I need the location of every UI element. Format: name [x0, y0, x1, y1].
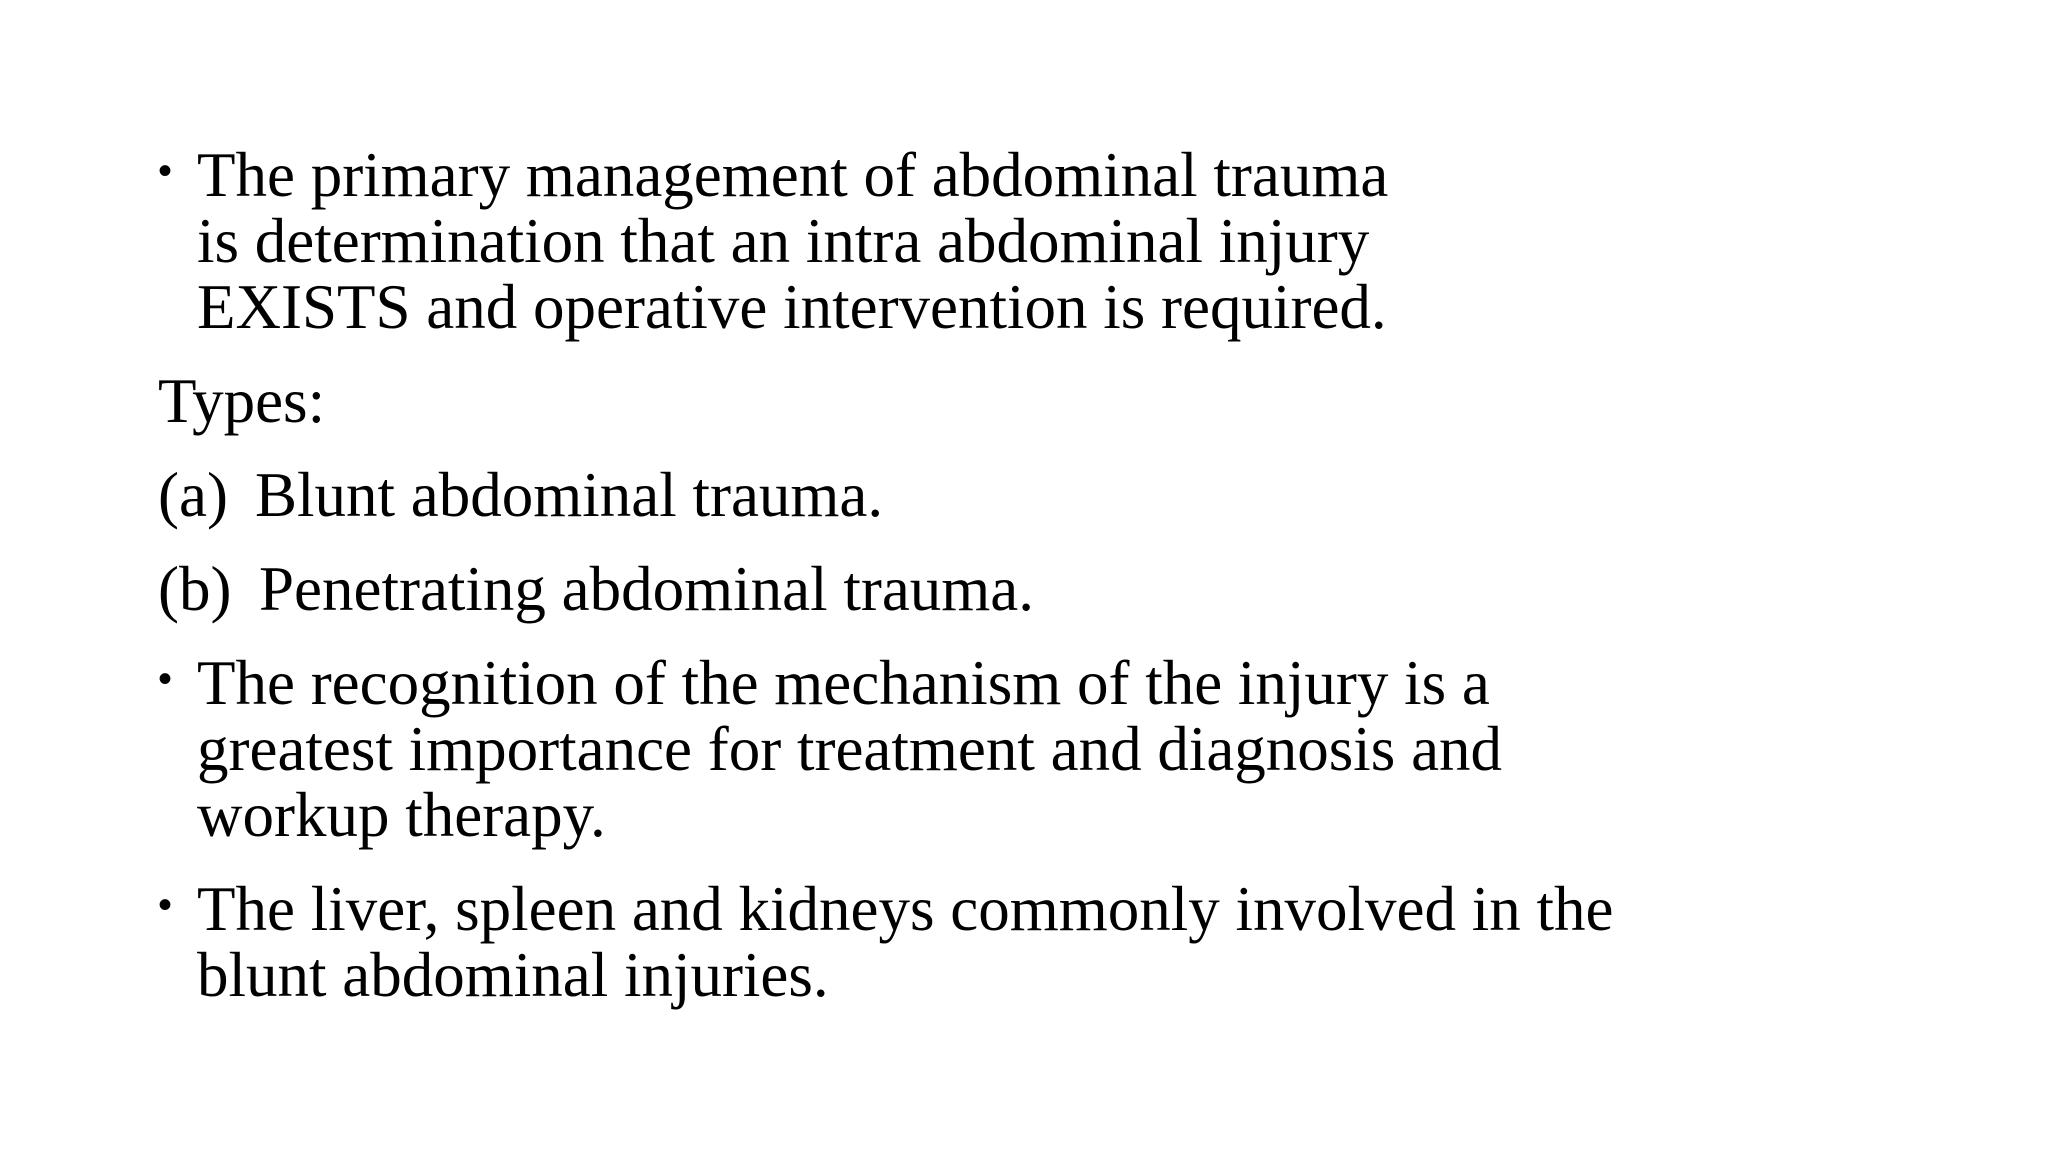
type-item-b: [158, 556, 1858, 622]
bullet-item: [158, 142, 1858, 340]
bullet-item: [158, 650, 1858, 848]
type-text: Penetrating abdominal trauma.: [259, 554, 1035, 624]
slide-body: [158, 142, 1858, 1036]
bullet-text: The recognition of the mechanism of the injury is a greatest importance for treatment and diagnosis and workup therapy.: [197, 648, 1503, 850]
type-marker: (a): [158, 460, 228, 530]
bullet-text: The liver, spleen and kidneys commonly involved in the blunt abdominal injuries.: [197, 874, 1614, 1010]
bullet-dot-icon: •: [158, 149, 173, 193]
bullet-dot-icon: •: [158, 883, 173, 927]
type-marker: (b): [158, 554, 232, 624]
type-item-a: [158, 462, 1858, 528]
bullet-text: The primary management of abdominal trauma is determination that an intra abdominal injury EXISTS and operative intervention is required.: [197, 140, 1389, 342]
bullet-item: [158, 876, 1858, 1008]
types-heading: Types:: [158, 366, 326, 436]
type-text: Blunt abdominal trauma.: [255, 460, 884, 530]
bullet-dot-icon: •: [158, 657, 173, 701]
